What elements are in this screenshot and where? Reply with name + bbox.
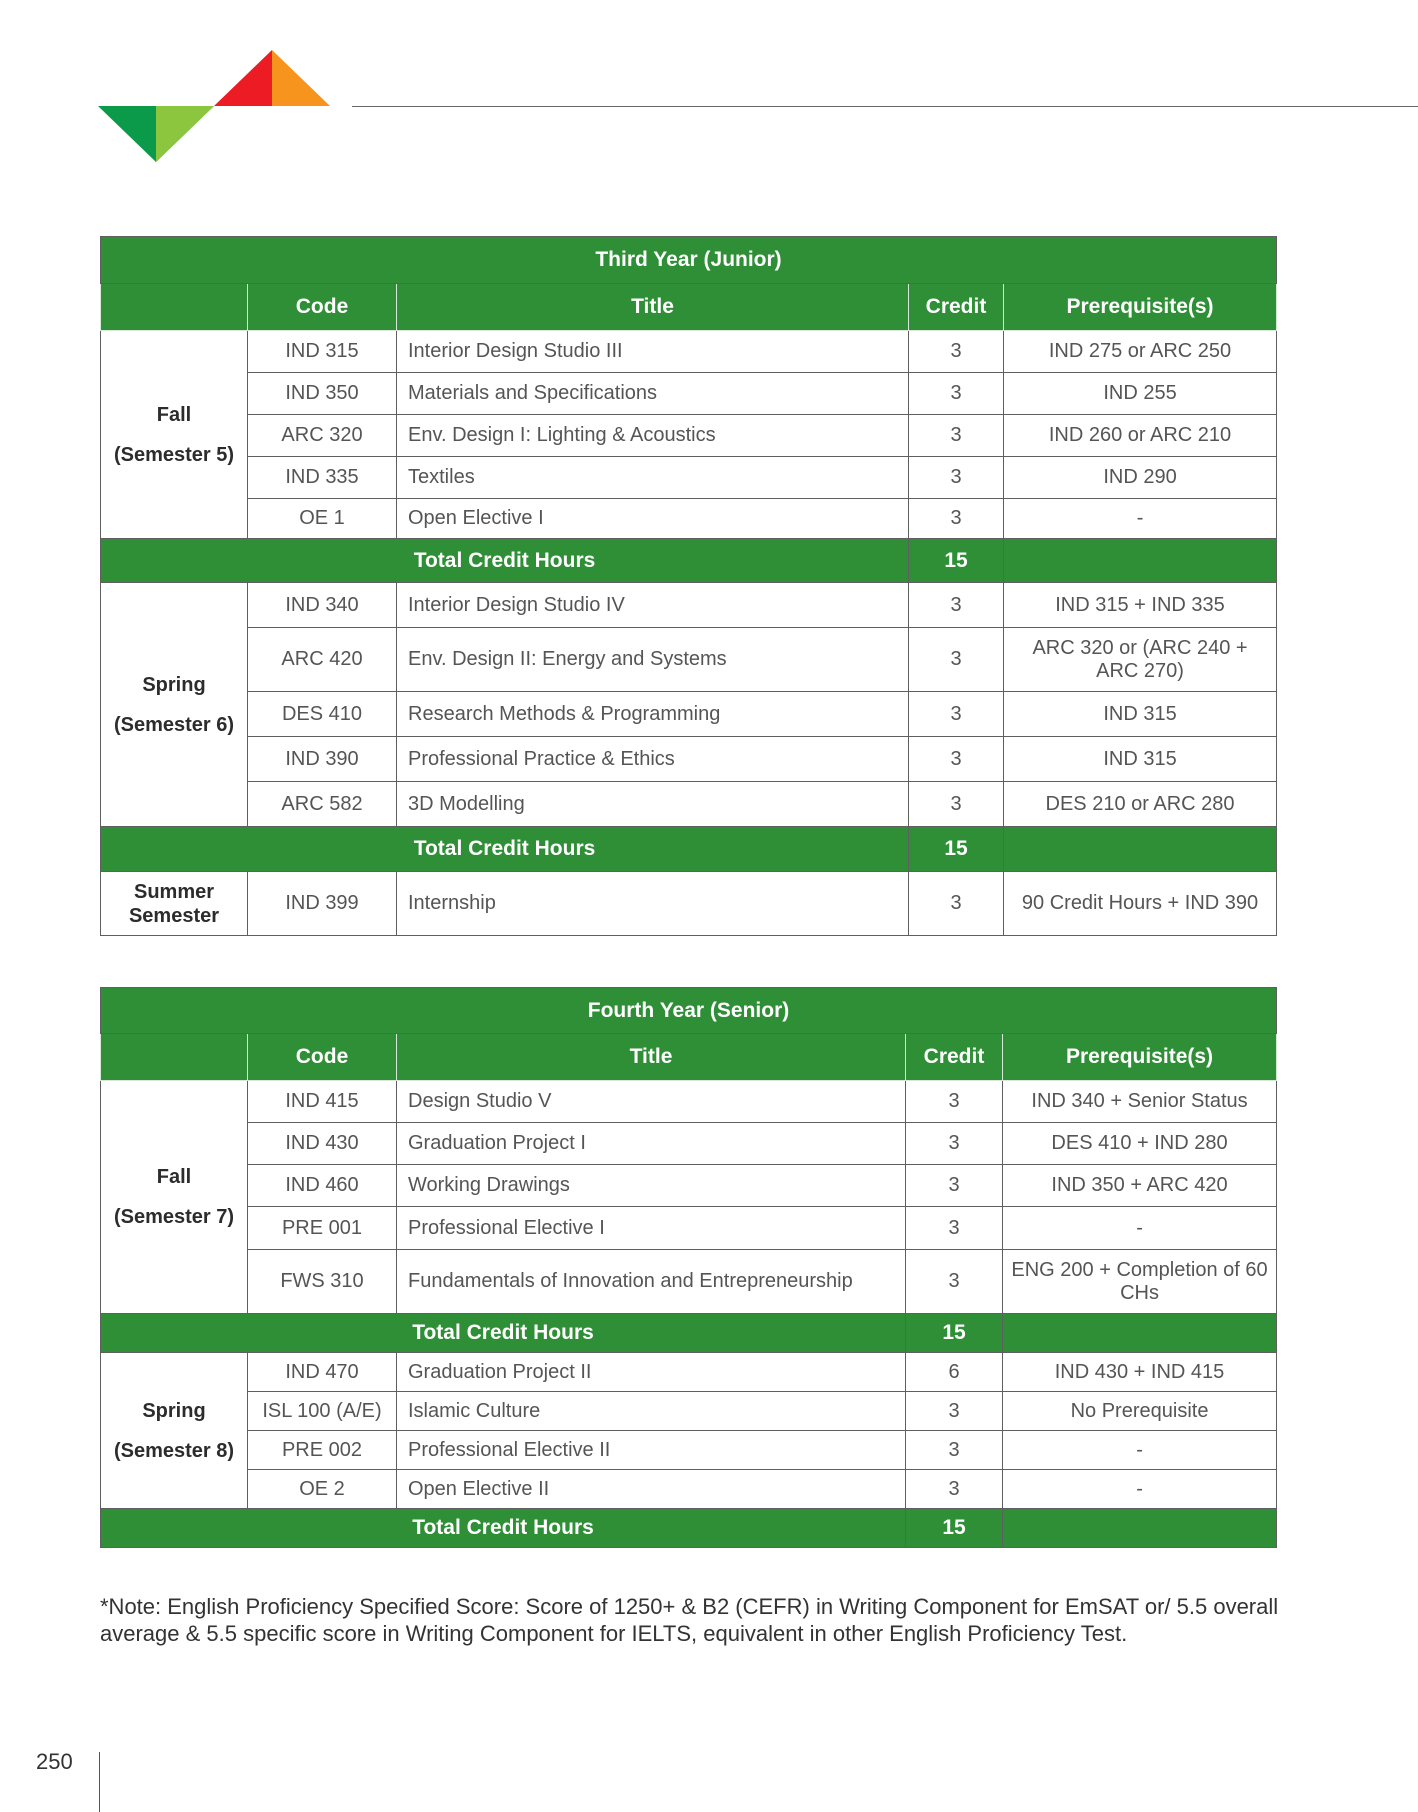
- table-row: [101, 1081, 1277, 1123]
- brand-logo-triangles-icon: [98, 50, 334, 162]
- course-credit: 3: [909, 499, 1004, 539]
- header-rule: [352, 106, 1418, 107]
- course-title: Materials and Specifications: [397, 373, 909, 415]
- third-year-table: [100, 236, 1277, 936]
- course-prereq: -: [1003, 1431, 1277, 1470]
- course-title: Open Elective II: [397, 1470, 906, 1509]
- semester-label: Fall (Semester 7): [101, 1081, 248, 1314]
- footer-rule: [99, 1752, 100, 1812]
- course-title: 3D Modelling: [397, 782, 909, 827]
- total-blank: [1004, 539, 1277, 583]
- table-row: [101, 1392, 1277, 1431]
- course-prereq: ENG 200 + Completion of 60 CHs: [1003, 1250, 1277, 1314]
- total-credits: 15: [906, 1314, 1003, 1353]
- course-credit: 3: [909, 373, 1004, 415]
- course-title: Fundamentals of Innovation and Entrepreneurship: [397, 1250, 906, 1314]
- course-code: IND 335: [248, 457, 397, 499]
- course-credit: 3: [906, 1431, 1003, 1470]
- course-prereq: 90 Credit Hours + IND 390: [1004, 872, 1277, 936]
- semester-label: Spring (Semester 8): [101, 1353, 248, 1509]
- course-code: OE 2: [248, 1470, 397, 1509]
- course-credit: 3: [909, 457, 1004, 499]
- table-row: [101, 457, 1277, 499]
- course-title: Professional Elective I: [397, 1207, 906, 1250]
- course-code: IND 470: [248, 1353, 397, 1392]
- table-row: [101, 692, 1277, 737]
- course-prereq: IND 255: [1004, 373, 1277, 415]
- course-code: IND 350: [248, 373, 397, 415]
- course-prereq: DES 410 + IND 280: [1003, 1123, 1277, 1165]
- semester-label: Spring (Semester 6): [101, 583, 248, 827]
- total-credits: 15: [906, 1509, 1003, 1548]
- course-code: ISL 100 (A/E): [248, 1392, 397, 1431]
- course-code: IND 390: [248, 737, 397, 782]
- course-credit: 3: [909, 872, 1004, 936]
- course-code: IND 399: [248, 872, 397, 936]
- course-title: Design Studio V: [397, 1081, 906, 1123]
- course-credit: 3: [906, 1470, 1003, 1509]
- column-header-prereq: Prerequisite(s): [1003, 1034, 1277, 1081]
- total-label: Total Credit Hours: [101, 1509, 906, 1548]
- course-title: Graduation Project II: [397, 1353, 906, 1392]
- total-label: Total Credit Hours: [101, 1314, 906, 1353]
- table-row: [101, 782, 1277, 827]
- column-header-code: Code: [248, 284, 397, 331]
- course-credit: 3: [906, 1081, 1003, 1123]
- course-credit: 3: [906, 1207, 1003, 1250]
- course-title: Graduation Project I: [397, 1123, 906, 1165]
- course-code: IND 315: [248, 331, 397, 373]
- table-row: [101, 628, 1277, 692]
- course-prereq: IND 340 + Senior Status: [1003, 1081, 1277, 1123]
- course-prereq: No Prerequisite: [1003, 1392, 1277, 1431]
- course-credit: 3: [906, 1165, 1003, 1207]
- course-credit: 3: [909, 737, 1004, 782]
- course-credit: 3: [909, 782, 1004, 827]
- course-prereq: IND 290: [1004, 457, 1277, 499]
- table-row: [101, 1165, 1277, 1207]
- page-number: 250: [36, 1749, 73, 1774]
- course-credit: 3: [906, 1123, 1003, 1165]
- course-prereq: -: [1003, 1207, 1277, 1250]
- course-prereq: IND 260 or ARC 210: [1004, 415, 1277, 457]
- column-header-semester: [101, 284, 248, 331]
- course-code: OE 1: [248, 499, 397, 539]
- table-row: [101, 373, 1277, 415]
- table-row: [101, 583, 1277, 628]
- course-credit: 3: [909, 628, 1004, 692]
- table-row: [101, 499, 1277, 539]
- column-header-semester: [101, 1034, 248, 1081]
- course-prereq: IND 275 or ARC 250: [1004, 331, 1277, 373]
- table-title: Third Year (Junior): [101, 237, 1277, 284]
- course-prereq: IND 315: [1004, 737, 1277, 782]
- course-code: DES 410: [248, 692, 397, 737]
- course-prereq: ARC 320 or (ARC 240 + ARC 270): [1004, 628, 1277, 692]
- course-credit: 3: [909, 415, 1004, 457]
- course-title: Open Elective I: [397, 499, 909, 539]
- total-label: Total Credit Hours: [101, 827, 909, 872]
- course-title: Textiles: [397, 457, 909, 499]
- table-row: [101, 1353, 1277, 1392]
- column-header-credit: Credit: [906, 1034, 1003, 1081]
- course-credit: 3: [906, 1392, 1003, 1431]
- course-title: Env. Design I: Lighting & Acoustics: [397, 415, 909, 457]
- course-prereq: IND 315: [1004, 692, 1277, 737]
- course-title: Interior Design Studio III: [397, 331, 909, 373]
- table-row: [101, 1250, 1277, 1314]
- course-code: IND 340: [248, 583, 397, 628]
- column-header-title: Title: [397, 1034, 906, 1081]
- course-credit: 6: [906, 1353, 1003, 1392]
- course-code: ARC 582: [248, 782, 397, 827]
- course-title: Interior Design Studio IV: [397, 583, 909, 628]
- english-proficiency-note: *Note: English Proficiency Specified Score: Score of 1250+ & B2 (CEFR) in Writing Component for EmSAT or/ 5.5 overall average & 5.5 specific score in Writing Component for IELTS, equivalent in other English Proficiency Test.: [100, 1594, 1279, 1646]
- course-credit: 3: [909, 331, 1004, 373]
- course-prereq: IND 315 + IND 335: [1004, 583, 1277, 628]
- course-prereq: IND 430 + IND 415: [1003, 1353, 1277, 1392]
- total-row: [101, 1314, 1277, 1353]
- course-credit: 3: [906, 1250, 1003, 1314]
- total-blank: [1004, 827, 1277, 872]
- course-title: Internship: [397, 872, 909, 936]
- semester-label: Summer Semester: [101, 872, 248, 936]
- course-code: ARC 420: [248, 628, 397, 692]
- course-code: PRE 001: [248, 1207, 397, 1250]
- table-row: [101, 1207, 1277, 1250]
- total-credits: 15: [909, 539, 1004, 583]
- column-header-credit: Credit: [909, 284, 1004, 331]
- table-row: [101, 872, 1277, 936]
- table-row: [101, 1431, 1277, 1470]
- course-code: IND 460: [248, 1165, 397, 1207]
- course-title: Islamic Culture: [397, 1392, 906, 1431]
- fourth-year-table: [100, 987, 1277, 1548]
- course-title: Professional Elective II: [397, 1431, 906, 1470]
- course-title: Working Drawings: [397, 1165, 906, 1207]
- course-credit: 3: [909, 692, 1004, 737]
- table-row: [101, 331, 1277, 373]
- course-prereq: DES 210 or ARC 280: [1004, 782, 1277, 827]
- table-row: [101, 1470, 1277, 1509]
- course-code: FWS 310: [248, 1250, 397, 1314]
- course-code: IND 415: [248, 1081, 397, 1123]
- total-row: [101, 827, 1277, 872]
- column-header-code: Code: [248, 1034, 397, 1081]
- table-title: Fourth Year (Senior): [101, 988, 1277, 1034]
- table-row: [101, 737, 1277, 782]
- total-blank: [1003, 1314, 1277, 1353]
- course-code: IND 430: [248, 1123, 397, 1165]
- course-credit: 3: [909, 583, 1004, 628]
- total-row: [101, 1509, 1277, 1548]
- table-row: [101, 415, 1277, 457]
- course-title: Professional Practice & Ethics: [397, 737, 909, 782]
- course-prereq: -: [1003, 1470, 1277, 1509]
- total-label: Total Credit Hours: [101, 539, 909, 583]
- total-blank: [1003, 1509, 1277, 1548]
- column-header-prereq: Prerequisite(s): [1004, 284, 1277, 331]
- total-row: [101, 539, 1277, 583]
- course-prereq: -: [1004, 499, 1277, 539]
- course-code: ARC 320: [248, 415, 397, 457]
- table-row: [101, 1123, 1277, 1165]
- course-title: Research Methods & Programming: [397, 692, 909, 737]
- total-credits: 15: [909, 827, 1004, 872]
- column-header-title: Title: [397, 284, 909, 331]
- course-prereq: IND 350 + ARC 420: [1003, 1165, 1277, 1207]
- course-code: PRE 002: [248, 1431, 397, 1470]
- semester-label: Fall (Semester 5): [101, 331, 248, 539]
- course-title: Env. Design II: Energy and Systems: [397, 628, 909, 692]
